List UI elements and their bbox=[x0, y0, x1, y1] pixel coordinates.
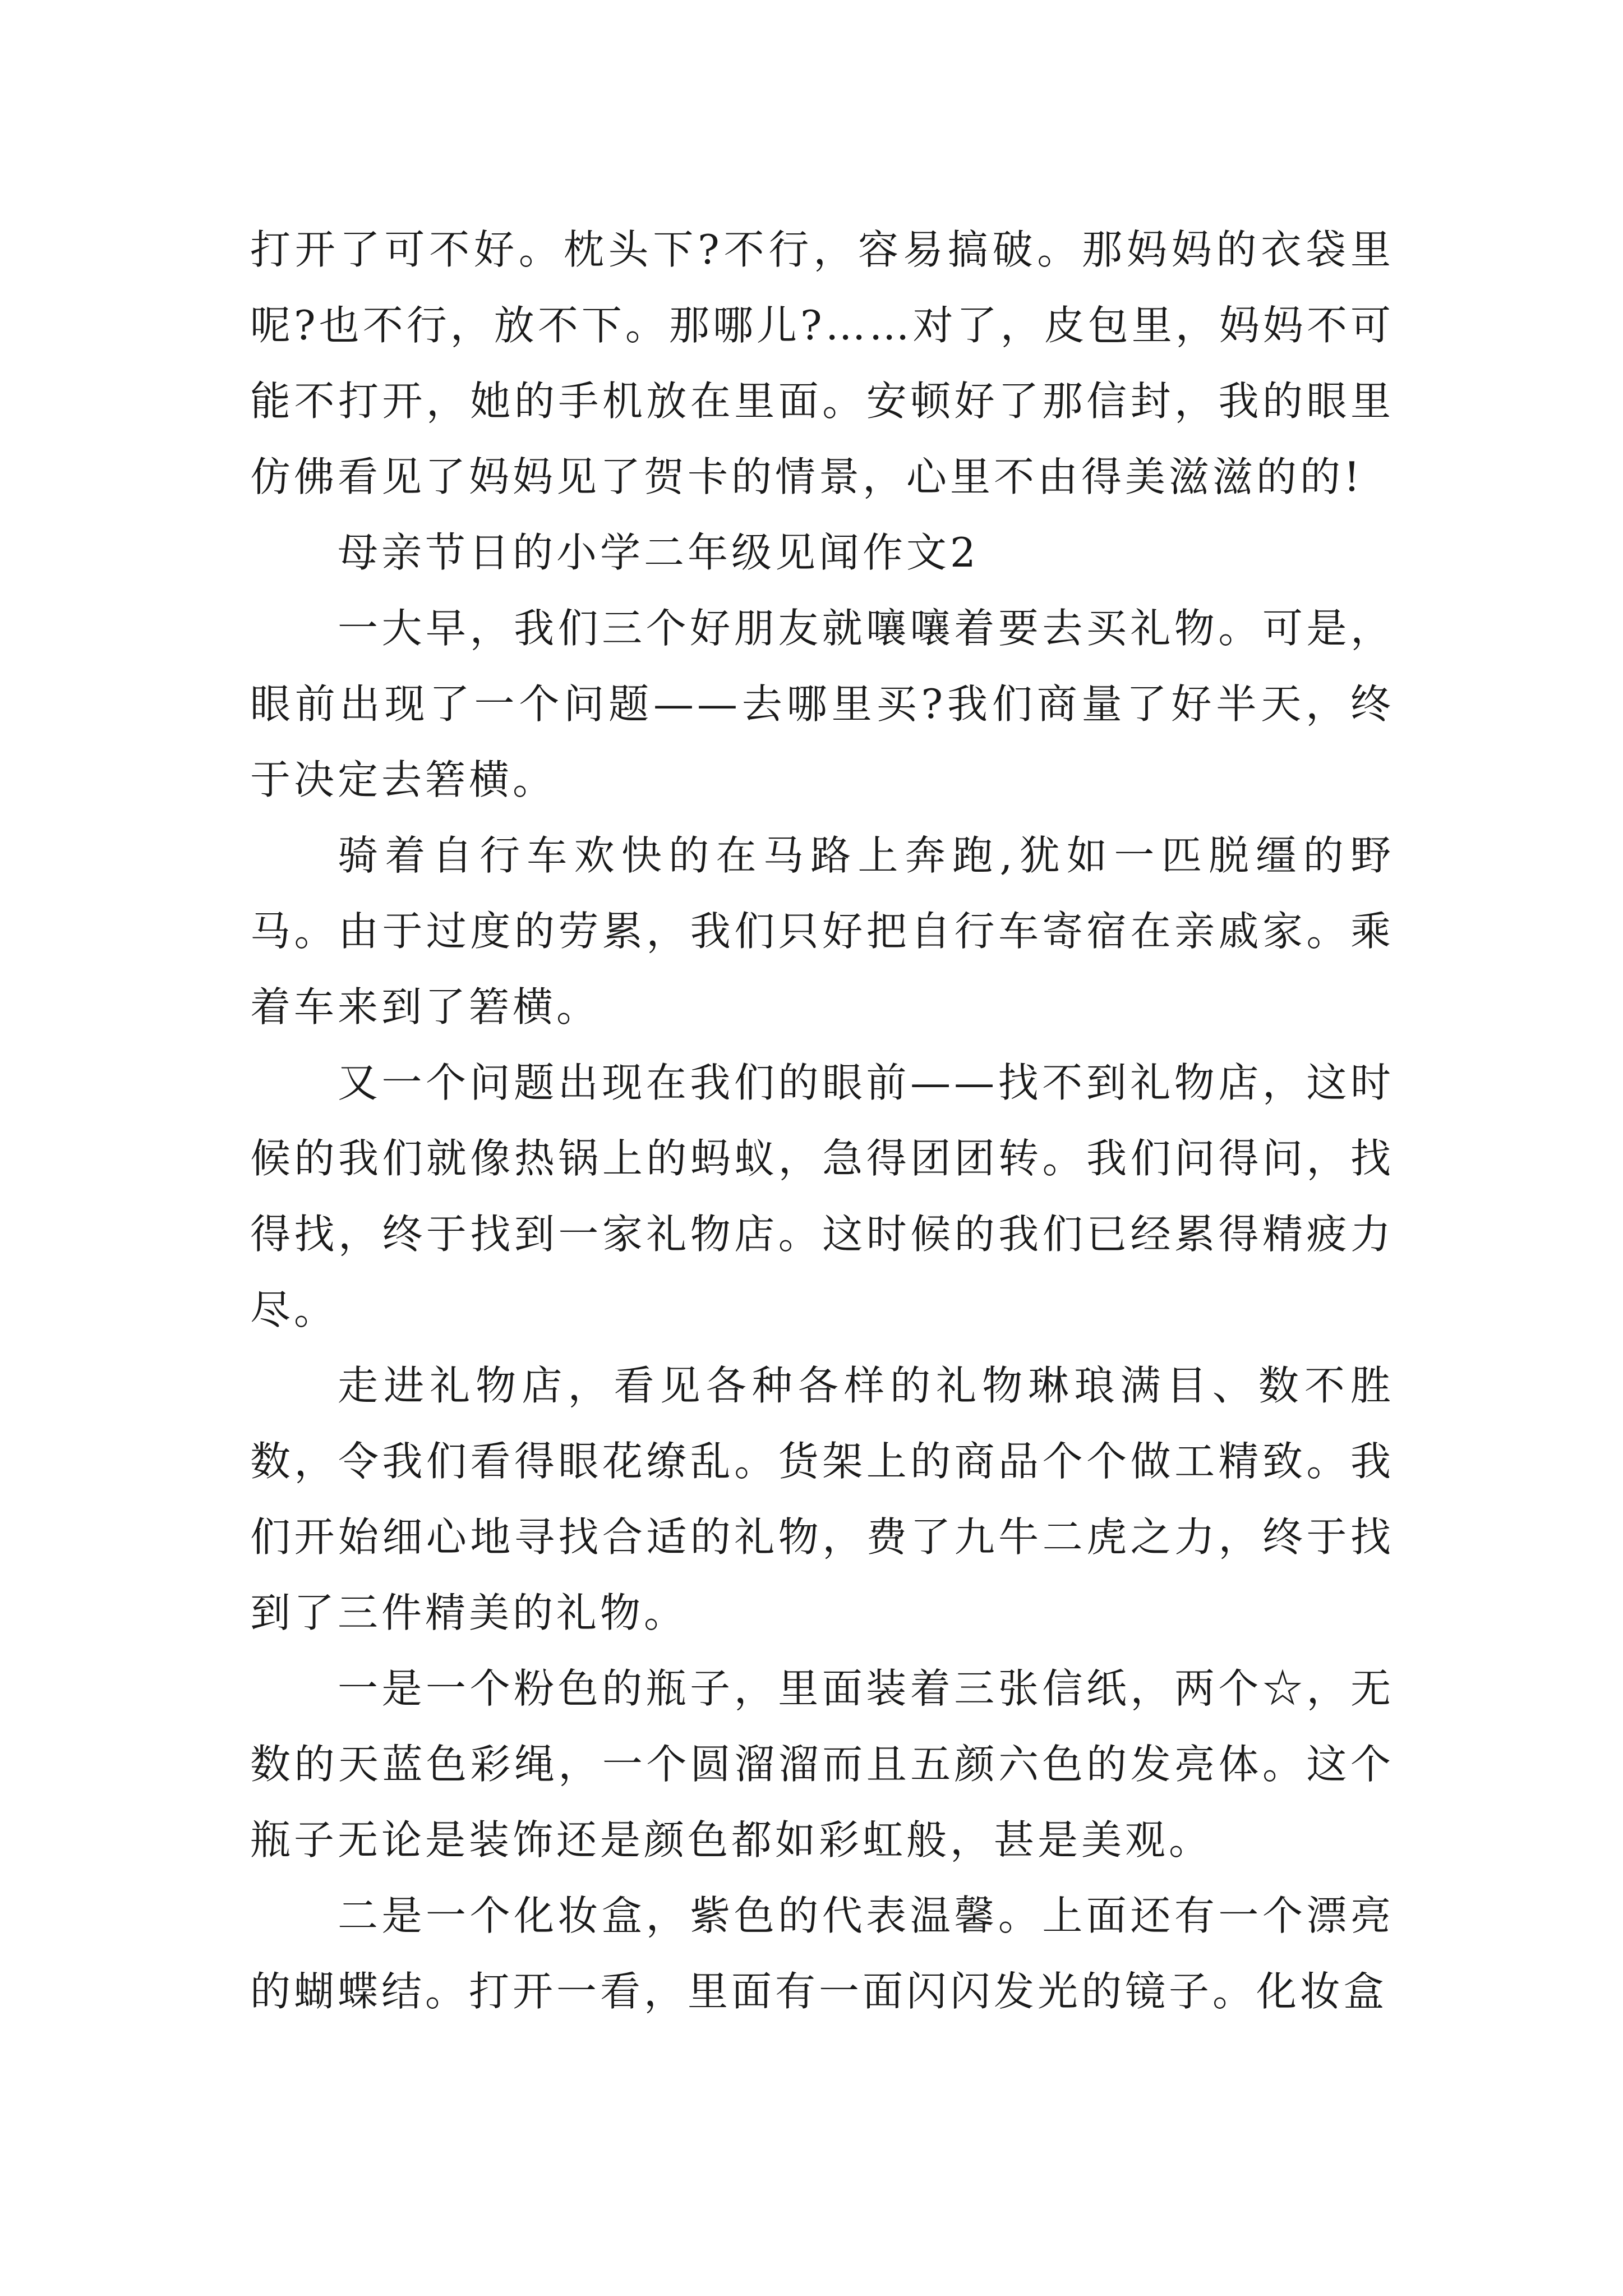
document-body bbox=[250, 212, 1394, 2030]
paragraph-4: 走进礼物店，看见各种各样的礼物琳琅满目、数不胜数，令我们看得眼花缭乱。货架上的商品个个做工精致。我们开始细心地寻找合适的礼物，费了九牛二虎之力，终于找到了三件精美的礼物。 bbox=[250, 1362, 1394, 1636]
section-title: 母亲节日的小学二年级见闻作文2 bbox=[338, 529, 979, 576]
paragraph-2: 骑着自行车欢快的在马路上奔跑,犹如一匹脱缰的野马。由于过度的劳累，我们只好把自行车寄宿在亲戚家。乘着车来到了箬横。 bbox=[250, 832, 1394, 1030]
paragraph-1: 一大早，我们三个好朋友就嚷嚷着要去买礼物。可是，眼前出现了一个问题——去哪里买?我们商量了好半天，终于决定去箬横。 bbox=[250, 605, 1394, 803]
opening-paragraph: 打开了可不好。枕头下?不行，容易搞破。那妈妈的衣袋里呢?也不行，放不下。那哪儿?……对了，皮包里，妈妈不可能不打开，她的手机放在里面。安顿好了那信封，我的眼里仿佛看见了妈妈见了贺卡的情景，心里不由得美滋滋的的! bbox=[250, 226, 1394, 500]
paragraph-3: 又一个问题出现在我们的眼前——找不到礼物店，这时候的我们就像热锅上的蚂蚁，急得团团转。我们问得问，找得找，终于找到一家礼物店。这时候的我们已经累得精疲力尽。 bbox=[250, 1059, 1394, 1333]
paragraph-6: 二是一个化妆盒，紫色的代表温馨。上面还有一个漂亮的蝴蝶结。打开一看，里面有一面闪闪发光的镜子。化妆盒 bbox=[250, 1892, 1394, 2015]
paragraph-5: 一是一个粉色的瓶子，里面装着三张信纸，两个☆，无数的天蓝色彩绳，一个圆溜溜而且五颜六色的发亮体。这个瓶子无论是装饰还是颜色都如彩虹般，甚是美观。 bbox=[250, 1665, 1394, 1864]
